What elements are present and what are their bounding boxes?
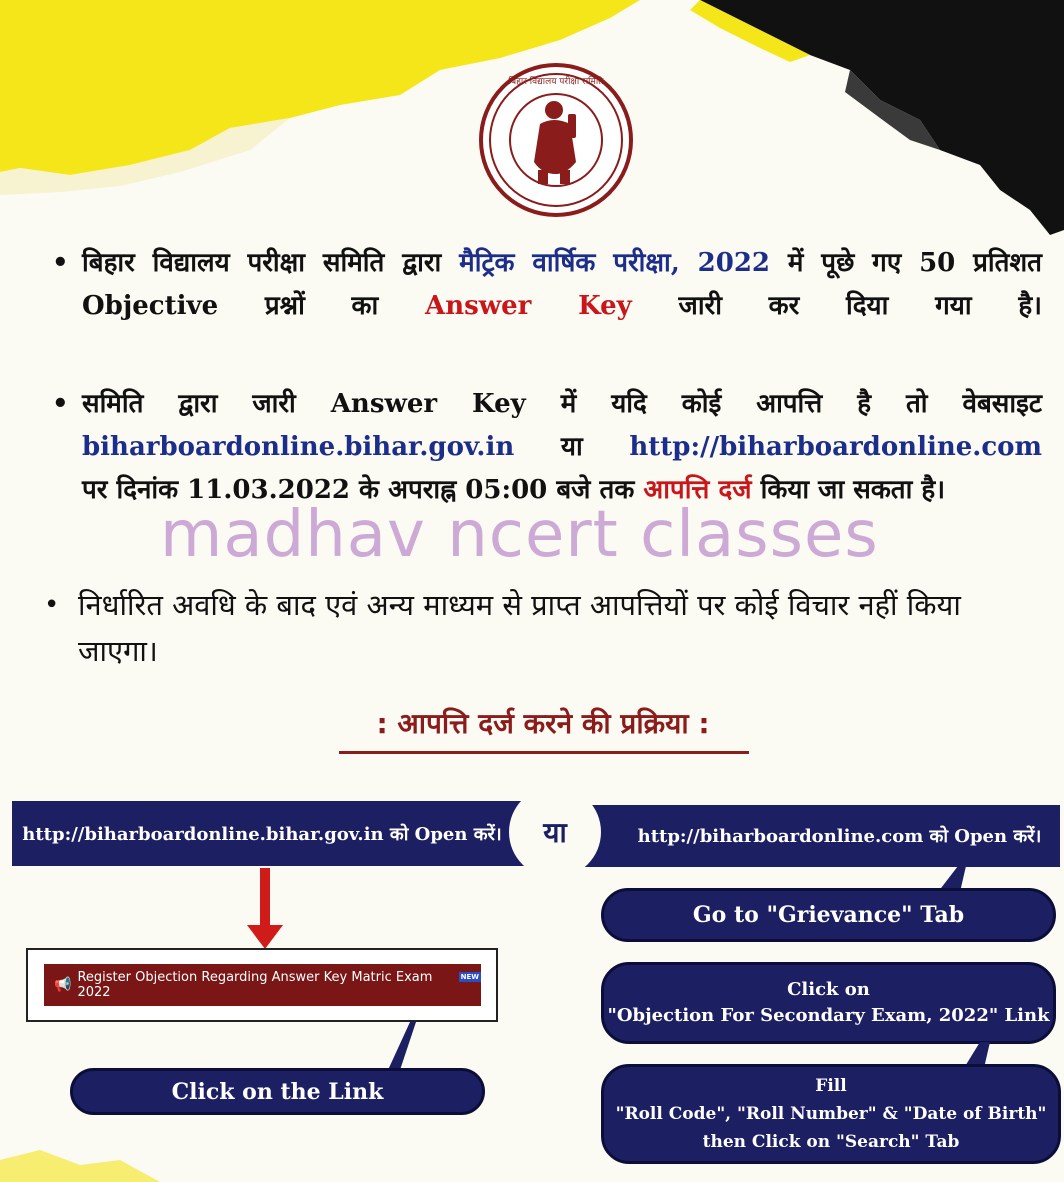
open-biharboardonline-banner: http://biharboardonline.com को Open करें।	[585, 805, 1060, 867]
objection-link-step: Click on "Objection For Secondary Exam, 2022" Link	[601, 962, 1056, 1044]
register-objection-link[interactable]	[44, 964, 481, 1006]
bullet-objection-window	[52, 383, 1042, 512]
bullet-2-urls: biharboardonline.bihar.gov.in या http://biharboardonline.com	[82, 432, 1042, 462]
process-title: : आपत्ति दर्ज करने की प्रक्रिया :	[376, 707, 710, 740]
register-objection-link-frame	[26, 948, 498, 1022]
process-title-underline	[339, 751, 749, 754]
bullet-no-late-objection	[44, 582, 1008, 674]
bullet-dot: •	[52, 248, 69, 278]
register-objection-label: Register Objection Regarding Answer Key Matric Exam 2022	[77, 970, 433, 1000]
down-arrow-icon	[260, 868, 270, 930]
bullet-3-text: निर्धारित अवधि के बाद एवं अन्य माध्यम से प्राप्त आपत्तियों पर कोई विचार नहीं किया जाएगा।	[78, 588, 961, 668]
megaphone-icon: 📢	[54, 977, 72, 993]
bullet-dot: •	[52, 389, 69, 419]
grievance-tab-step: Go to "Grievance" Tab	[601, 888, 1056, 942]
or-circle: या	[509, 786, 601, 878]
down-arrow-head-icon	[247, 925, 283, 949]
url-biharboardonline[interactable]: http://biharboardonline.com	[629, 432, 1042, 462]
bullet-dot: •	[44, 590, 60, 620]
watermark: madhav ncert classes	[160, 498, 879, 572]
new-badge: NEW	[460, 973, 479, 981]
bullet-2-line1: समिति द्वारा जारी Answer Key में यदि कोई आपत्ति है तो वेबसाइट	[82, 389, 1042, 419]
callout-pointer-left	[380, 1022, 420, 1072]
logo-text: बिहार विद्यालय परीक्षा समिति	[508, 77, 604, 87]
open-bihar-gov-banner: http://biharboardonline.bihar.gov.in को Open करें।	[12, 801, 542, 866]
bullet-2-date: पर दिनांक 11.03.2022 के अपराह्न 05:00 बजे तक आपत्ति दर्ज किया जा सकता है।	[82, 475, 946, 505]
bullet-answer-key-released	[52, 242, 1042, 328]
bullet-1-text: बिहार विद्यालय परीक्षा समिति द्वारा मैट्रिक वार्षिक परीक्षा, 2022 में पूछे गए 50 प्रतिशत Objective प्रश्नों का Answer Key जारी कर दिया गया है।	[82, 248, 1042, 321]
fill-details-step: Fill "Roll Code", "Roll Number" & "Date of Birth" then Click on "Search" Tab	[601, 1064, 1061, 1164]
click-on-link-step: Click on the Link	[70, 1068, 485, 1115]
url-bihar-gov[interactable]: biharboardonline.bihar.gov.in	[82, 432, 515, 462]
